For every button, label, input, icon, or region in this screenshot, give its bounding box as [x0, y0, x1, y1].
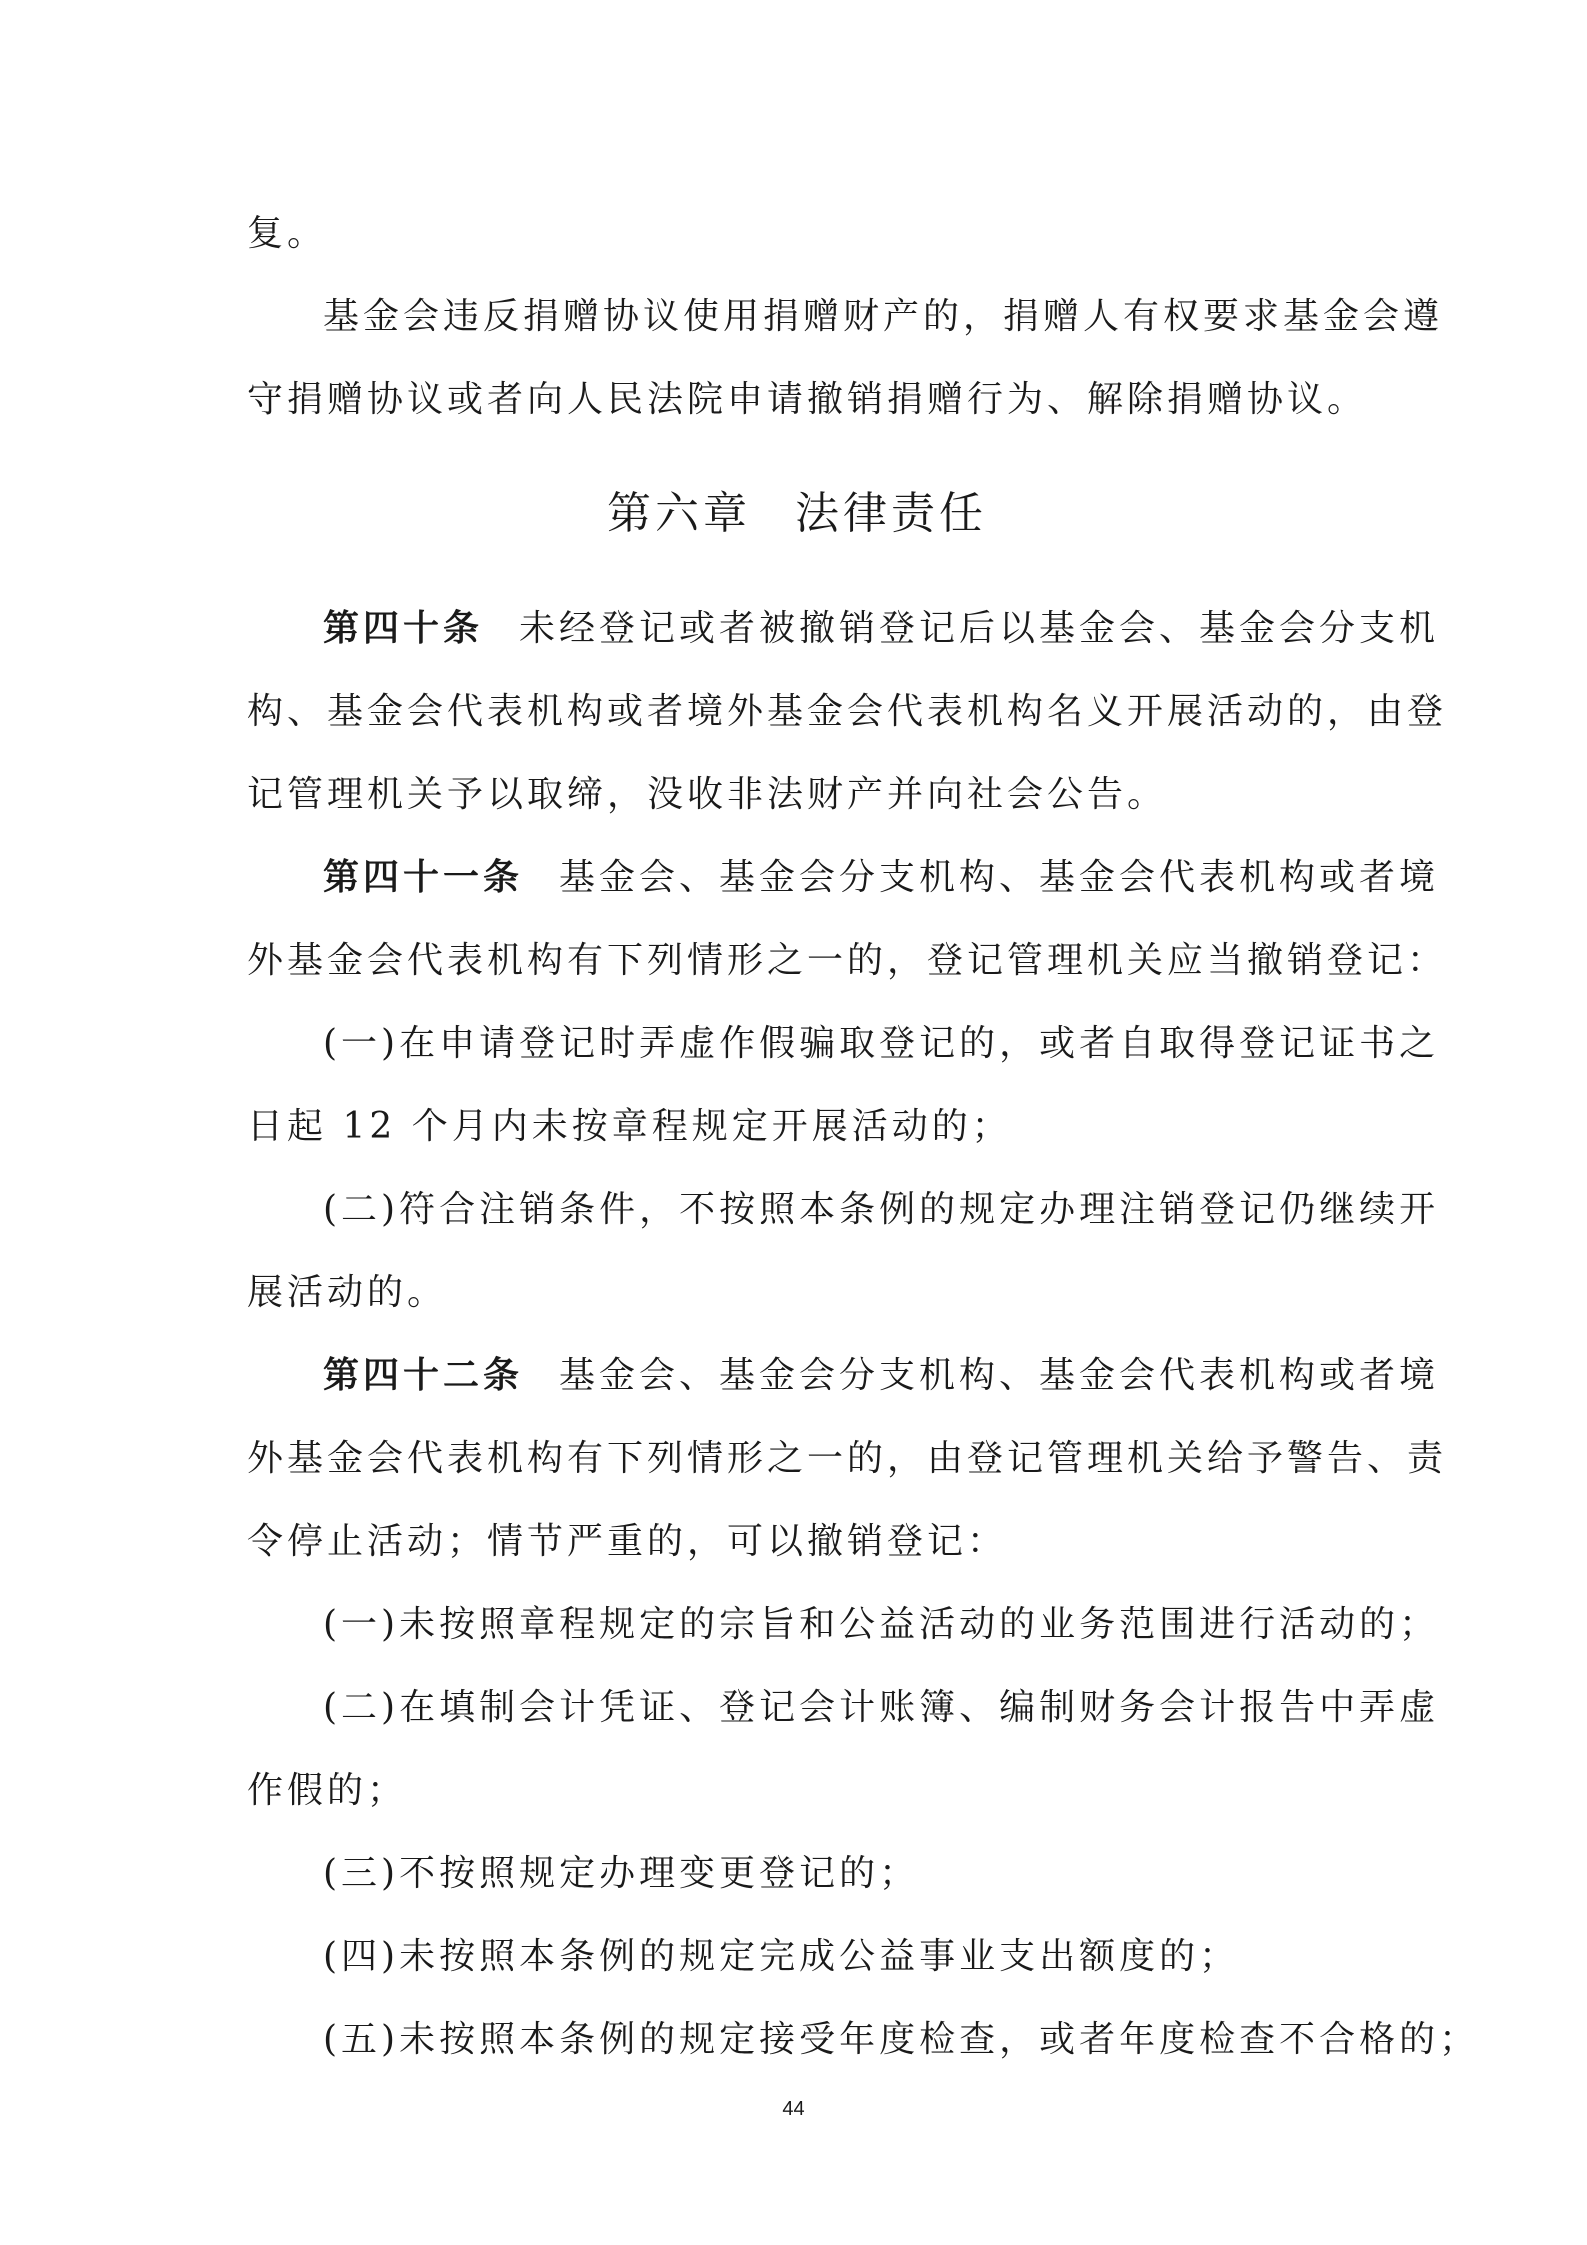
chapter-number: 第六章 [607, 488, 751, 539]
article-42-item-2-line-2: 作假的； [247, 1770, 408, 1811]
article-42-item-4: (四)未按照本条例的规定完成公益事业支出额度的； [323, 1936, 1240, 1977]
article-42-item-2-line-1: (二)在填制会计凭证、登记会计账簿、编制财务会计报告中弄虚 [323, 1687, 1440, 1728]
article-41-item-2-line-1: (二)符合注销条件，不按照本条例的规定办理注销登记仍继续开 [323, 1189, 1440, 1230]
article-42-text: 基金会、基金会分支机构、基金会代表机构或者境 [559, 1355, 1440, 1396]
article-42-line-1 [247, 1334, 1440, 1417]
article-42-label: 第四十二条 [323, 1354, 524, 1396]
article-41-line-1 [247, 836, 1440, 919]
article-40-line-1 [247, 587, 1440, 670]
article-42-line-2: 外基金会代表机构有下列情形之一的，由登记管理机关给予警告、责 [247, 1438, 1448, 1479]
chapter-title: 法律责任 [795, 488, 987, 539]
article-40-text: 未经登记或者被撤销登记后以基金会、基金会分支机 [519, 608, 1440, 649]
article-40-line-2: 构、基金会代表机构或者境外基金会代表机构名义开展活动的，由登 [247, 691, 1448, 732]
article-41-item-1-line-1: (一)在申请登记时弄虚作假骗取登记的，或者自取得登记证书之 [323, 1023, 1440, 1064]
article-42-item-1: (一)未按照章程规定的宗旨和公益活动的业务范围进行活动的； [323, 1604, 1440, 1645]
article-41-label: 第四十一条 [323, 856, 524, 898]
article-42-item-3: (三)不按照规定办理变更登记的； [323, 1853, 920, 1894]
article-40-line-3: 记管理机关予以取缔，没收非法财产并向社会公告。 [247, 774, 1168, 815]
article-41-text: 基金会、基金会分支机构、基金会代表机构或者境 [559, 857, 1440, 898]
paragraph-continuation: 复。 [247, 213, 328, 254]
page-content [247, 192, 1480, 2081]
paragraph-donation-agreement-line-1: 基金会违反捐赠协议使用捐赠财产的，捐赠人有权要求基金会遵 [323, 296, 1444, 337]
article-41-item-1-line-2: 日起 12 个月内未按章程规定开展活动的； [247, 1106, 1012, 1147]
page-number: 44 [782, 2098, 805, 2120]
paragraph-donation-agreement-line-2: 守捐赠协议或者向人民法院申请撤销捐赠行为、解除捐赠协议。 [247, 379, 1368, 420]
article-40-label: 第四十条 [323, 607, 484, 649]
article-42-item-5: (五)未按照本条例的规定接受年度检查，或者年度检查不合格的； [323, 2019, 1480, 2060]
chapter-heading [247, 484, 1347, 544]
article-41-item-2-line-2: 展活动的。 [247, 1272, 448, 1313]
article-41-line-2: 外基金会代表机构有下列情形之一的，登记管理机关应当撤销登记： [247, 940, 1448, 981]
article-42-line-3: 令停止活动；情节严重的，可以撤销登记： [247, 1521, 1008, 1562]
